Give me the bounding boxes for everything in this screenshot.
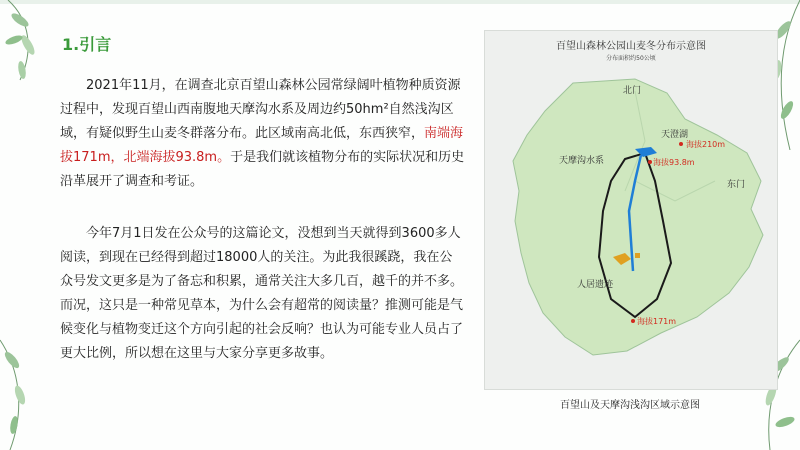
altitude-label-171: 海拔171m (637, 317, 677, 326)
altitude-point-171 (631, 319, 635, 323)
altitude-label-210: 海拔210m (686, 140, 726, 149)
intro-paragraph-2 (60, 222, 465, 366)
map-title: 百望山森林公园山麦冬分布示意图 (556, 41, 706, 52)
section-title: 1.引言 (62, 35, 112, 54)
water-system-label: 天摩沟水系 (559, 156, 605, 166)
top-accent-bar (0, 0, 800, 4)
leaf-decoration-bottom-left-icon (0, 320, 50, 450)
lake-label: 天澄湖 (661, 130, 689, 140)
paragraph1-text-a: 2021年11月，在调查北京百望山森林公园常绿阔叶植物种质资源过程中，发现百望山西南腹地天摩沟水系及周边约50hm²自然浅沟区域，有疑似野生山麦冬群落分布。此区域南高北低，东西狭窄， (60, 78, 461, 141)
map-figure (484, 30, 778, 390)
altitude-point-210 (679, 142, 683, 146)
leaf-decoration-top-left-icon (0, 0, 60, 120)
residence-label: 人居遗迹 (577, 280, 614, 290)
map-subtitle: 分布面积约50公顷 (606, 55, 656, 62)
altitude-point-93-8 (648, 160, 652, 164)
paragraph1-text-b: 于是我们就该植物分布的实际状况和历史沿革展开了调查和考证。 (60, 150, 465, 189)
residence-marker (635, 253, 640, 258)
figure-caption: 百望山及天摩沟浅沟区域示意图 (560, 400, 700, 411)
intro-paragraph-1 (60, 74, 465, 194)
altitude-highlight: 南端海拔171m，北端海拔93.8m。 (60, 126, 464, 165)
altitude-label-93-8: 海拔93.8m (653, 158, 695, 167)
map-drawing (485, 31, 777, 389)
north-gate-label: 北门 (623, 86, 642, 96)
paragraph2-text: 今年7月1日发在公众号的这篇论文，没想到当天就得到3600多人阅读，到现在已经得到超过18000人的关注。为此我很蹊跷，我在公众号发文更多是为了备忘和积累，通常关注大多几百，越千的并不多。而况，这只是一种常见草本，为什么会有超常的阅读量？推测可能是气候变化与植物变迁这个方向引起的社会反响？也认为可能专业人员占了更大比例，所以想在这里与大家分享更多故事。 (60, 226, 464, 361)
east-gate-label: 东门 (727, 180, 746, 190)
